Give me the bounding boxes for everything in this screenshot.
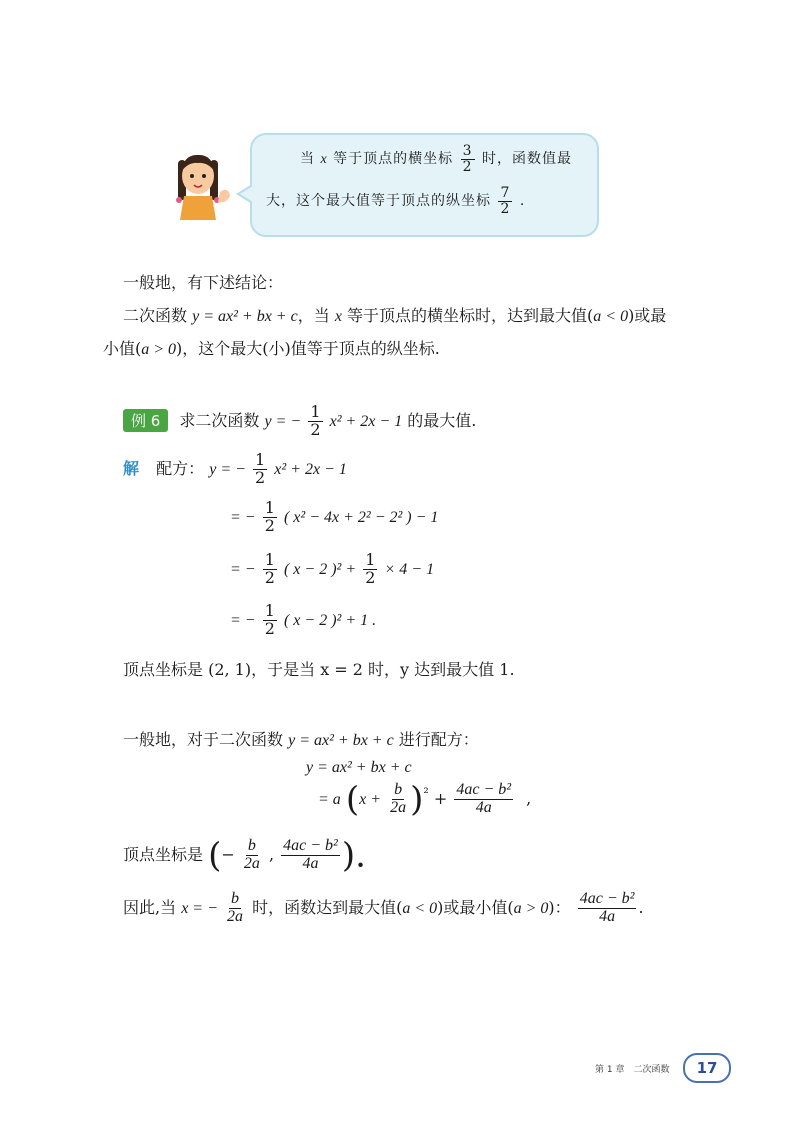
paren-open: ( [345, 779, 360, 820]
fraction-one-half [263, 552, 277, 587]
math: . [638, 897, 644, 917]
fraction-numerator: b [247, 837, 256, 854]
exponent: ² [423, 786, 429, 802]
fraction-discriminant [578, 891, 637, 926]
fraction-one-half [263, 500, 277, 535]
text: 配方： [156, 458, 205, 478]
math: = − [230, 611, 256, 629]
fraction-one-half [253, 452, 267, 487]
bubble-text: 时，函数值最 [481, 151, 572, 168]
text: 二次函数 [123, 306, 188, 325]
math: ( x − 2 )² + 1 . [283, 611, 377, 629]
bubble-text: . [519, 193, 526, 210]
general-eq-2 [318, 779, 532, 820]
page-number: 17 [683, 1053, 731, 1083]
fraction-numerator: 1 [264, 550, 275, 569]
quadratic-formula: y = ax² + bx + c [192, 308, 298, 325]
fraction-denominator: 2 [264, 618, 275, 638]
fraction-denominator: 2 [310, 419, 321, 439]
text: )或最小值( [437, 897, 514, 917]
footer-chapter: 第 1 章 二次函数 [595, 1065, 670, 1075]
math: , [526, 788, 532, 808]
text: 一般地，对于二次函数 [123, 730, 284, 749]
fraction-numerator: 4ac − b² [283, 837, 338, 854]
general-intro [123, 727, 479, 750]
fraction-one-half [308, 404, 322, 439]
paren-close: ). [341, 835, 366, 876]
math: + [433, 788, 448, 808]
example-badge: 例 6 [123, 409, 168, 432]
math: = − [230, 508, 256, 526]
quadratic-formula: y = ax² + bx + c [288, 732, 394, 749]
fraction-b-over-2a [225, 891, 245, 926]
fraction-numerator: 3 [462, 143, 473, 159]
vertex-coordinates [123, 835, 366, 876]
fraction-denominator: 2 [365, 567, 376, 587]
var-x: x [334, 308, 342, 325]
fraction-numerator: b [394, 781, 403, 798]
text: )或最 [628, 306, 667, 325]
solution-step-0 [123, 452, 347, 487]
math: y = − [264, 412, 302, 430]
paren-close: ) [410, 779, 424, 820]
fraction-denominator: 4a [599, 907, 616, 925]
fraction-denominator: 4a [302, 854, 319, 872]
fraction-seven-halves [498, 186, 512, 216]
bubble-text: 大，这个最大值等于顶点的纵坐标 [266, 193, 491, 210]
bubble-text: 等于顶点的横坐标 [333, 151, 454, 168]
text: 求二次函数 [179, 410, 260, 430]
solution-step-3 [230, 603, 376, 638]
fraction-denominator: 2a [243, 854, 260, 872]
paren-open: ( [208, 835, 222, 876]
girl-illustration [172, 152, 240, 222]
conclusion-line-1 [123, 303, 666, 326]
fraction-b-over-2a [242, 838, 262, 873]
bubble-line-1 [300, 144, 572, 174]
math: x² + 2x − 1 [329, 412, 403, 430]
fraction-discriminant [454, 782, 513, 817]
fraction-one-half [363, 552, 377, 587]
math: , [268, 844, 275, 864]
math: × 4 − 1 [384, 560, 435, 578]
condition-a-negative: a < 0 [402, 899, 438, 917]
math: = − [230, 560, 256, 578]
fraction-discriminant [281, 838, 340, 873]
math: x² + 2x − 1 [274, 460, 347, 478]
fraction-denominator: 2 [264, 515, 275, 535]
fraction-denominator: 2a [390, 798, 407, 816]
fraction-denominator: 2 [255, 467, 266, 487]
text: 因此,当 [123, 897, 177, 917]
bubble-var-x: x [320, 152, 328, 168]
fraction-numerator: 1 [264, 498, 275, 517]
condition-a-positive: a > 0 [141, 341, 177, 358]
example-6 [123, 404, 476, 439]
text: 时，函数达到最大值( [252, 897, 403, 917]
text: )，这个最大(小)值等于顶点的纵坐标. [176, 339, 440, 358]
fraction-numerator: 1 [264, 601, 275, 620]
fraction-denominator: 2a [226, 907, 243, 925]
fraction-denominator: 2 [462, 158, 473, 175]
fraction-numerator: b [230, 890, 239, 907]
text: )： [548, 897, 571, 917]
bubble-line-2 [266, 186, 525, 216]
text: 等于顶点的横坐标时，达到最大值( [347, 306, 594, 325]
fraction-denominator: 2 [500, 200, 511, 217]
fraction-numerator: 4ac − b² [579, 890, 635, 907]
text: ，当 [297, 306, 330, 325]
conclusion-intro: 一般地，有下述结论： [123, 273, 284, 292]
math: ( x² − 4x + 2² − 2² ) − 1 [283, 508, 439, 526]
text: 顶点坐标是 [123, 844, 204, 864]
fraction-numerator: 1 [310, 402, 321, 421]
solution-step-1 [230, 500, 438, 535]
fraction-numerator: 4ac − b² [456, 781, 512, 798]
fraction-three-halves [461, 144, 475, 174]
text: 进行配方： [398, 730, 479, 749]
fraction-numerator: 1 [255, 450, 266, 469]
condition-a-positive: a > 0 [513, 899, 549, 917]
bubble-text: 当 [300, 151, 315, 168]
text: 的最大值. [407, 410, 477, 430]
fraction-numerator: 1 [365, 550, 376, 569]
solution-step-2 [230, 552, 434, 587]
fraction-one-half [263, 603, 277, 638]
conclusion-line-2 [103, 336, 440, 359]
math: = a [318, 790, 341, 808]
math: y = − [209, 460, 246, 478]
math: x + [359, 790, 382, 808]
conclusion-final [123, 891, 644, 926]
math: ( x − 2 )² + [283, 560, 357, 578]
fraction-denominator: 2 [264, 567, 275, 587]
fraction-b-over-2a [388, 782, 408, 817]
fraction-denominator: 4a [475, 798, 492, 816]
bubble-tail-inner [240, 186, 253, 202]
math: x = − [181, 899, 218, 917]
text: 小值( [103, 339, 142, 358]
fraction-numerator: 7 [500, 185, 511, 201]
solution-label: 解 [123, 458, 140, 478]
solution-result: 顶点坐标是 (2, 1)，于是当 x = 2 时，y 达到最大值 1. [123, 660, 515, 679]
condition-a-negative: a < 0 [593, 308, 629, 325]
math: − [221, 844, 235, 864]
general-eq-1: y = ax² + bx + c [306, 759, 412, 776]
